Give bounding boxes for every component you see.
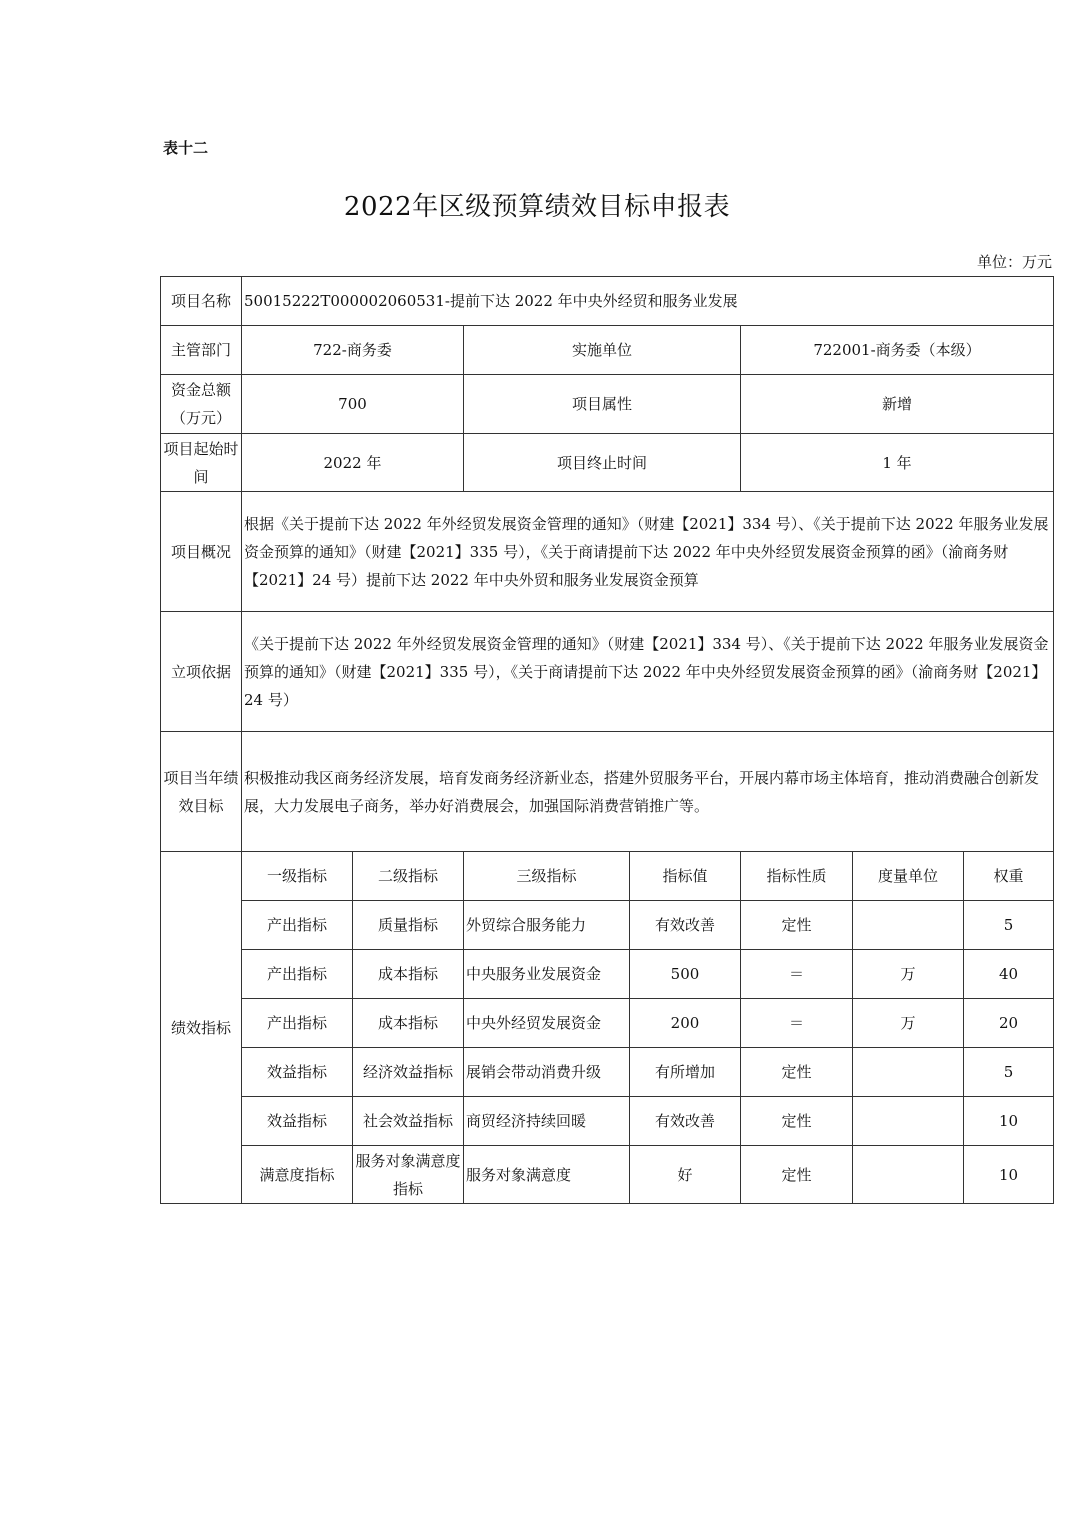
overview-label: 项目概况: [161, 492, 242, 612]
unit-cell: [853, 1048, 964, 1097]
unit-cell: 万: [853, 999, 964, 1048]
indicator-header-row: [161, 852, 1054, 901]
overview-value: 根据《关于提前下达 2022 年外经贸发展资金管理的通知》（财建【2021】334 号）、《关于提前下达 2022 年服务业发展资金预算的通知》（财建【2021】335 号），《关于商请提前下达 2022 年中央外经贸发展资金预算的函》（渝商务财【2021】24 号）提前下达 2022 年中央外贸和服务业发展资金预算: [242, 492, 1054, 612]
weight-cell: 5: [964, 901, 1054, 950]
page-title: 2022年区级预算绩效目标申报表: [343, 192, 731, 222]
end-label: 项目终止时间: [464, 434, 741, 492]
level3-cell: 外贸综合服务能力: [464, 901, 630, 950]
level2-cell: 成本指标: [353, 999, 464, 1048]
basis-value: 《关于提前下达 2022 年外经贸发展资金管理的通知》（财建【2021】334 号）、《关于提前下达 2022 年服务业发展资金预算的通知》（财建【2021】335 号），《关于商请提前下达 2022 年中央外经贸发展资金预算的函》（渝商务财【2021】24 号）: [242, 612, 1054, 732]
header-level2: 二级指标: [353, 852, 464, 901]
header-nature: 指标性质: [741, 852, 853, 901]
start-value: 2022 年: [242, 434, 464, 492]
weight-cell: 20: [964, 999, 1054, 1048]
level3-cell: 服务对象满意度: [464, 1146, 630, 1204]
level2-cell: 经济效益指标: [353, 1048, 464, 1097]
end-value: 1 年: [741, 434, 1054, 492]
weight-cell: 5: [964, 1048, 1054, 1097]
header-weight: 权重: [964, 852, 1054, 901]
attr-value: 新增: [741, 375, 1054, 434]
level3-cell: 中央外经贸发展资金: [464, 999, 630, 1048]
level2-cell: 服务对象满意度指标: [353, 1146, 464, 1204]
level3-cell: 展销会带动消费升级: [464, 1048, 630, 1097]
project-name-label: 项目名称: [161, 277, 242, 326]
level1-cell: 产出指标: [242, 999, 353, 1048]
header-level3: 三级指标: [464, 852, 630, 901]
value-cell: 好: [630, 1146, 741, 1204]
goal-value: 积极推动我区商务经济发展，培育发商务经济新业态，搭建外贸服务平台，开展内幕市场主体培育，推动消费融合创新发展，大力发展电子商务，举办好消费展会，加强国际消费营销推广等。: [242, 732, 1054, 852]
level1-cell: 满意度指标: [242, 1146, 353, 1204]
impl-value: 722001-商务委（本级）: [741, 326, 1054, 375]
unit-cell: [853, 1097, 964, 1146]
level3-cell: 中央服务业发展资金: [464, 950, 630, 999]
level1-cell: 产出指标: [242, 950, 353, 999]
nature-cell: ＝: [741, 999, 853, 1048]
row-time: [161, 434, 1054, 492]
header-value: 指标值: [630, 852, 741, 901]
basis-label: 立项依据: [161, 612, 242, 732]
goal-label: 项目当年绩效目标: [161, 732, 242, 852]
table-row: [161, 901, 1054, 950]
impl-label: 实施单位: [464, 326, 741, 375]
dept-label: 主管部门: [161, 326, 242, 375]
attr-label: 项目属性: [464, 375, 741, 434]
row-overview: [161, 492, 1054, 612]
level2-cell: 质量指标: [353, 901, 464, 950]
fund-value: 700: [242, 375, 464, 434]
unit-label: 单位：万元: [976, 253, 1052, 271]
row-goal: [161, 732, 1054, 852]
dept-value: 722-商务委: [242, 326, 464, 375]
indicators-section-label: 绩效指标: [161, 852, 242, 1204]
table-row: [161, 999, 1054, 1048]
value-cell: 有效改善: [630, 1097, 741, 1146]
nature-cell: 定性: [741, 1048, 853, 1097]
weight-cell: 40: [964, 950, 1054, 999]
start-label: 项目起始时间: [161, 434, 242, 492]
table-row: [161, 1048, 1054, 1097]
table-row: [161, 950, 1054, 999]
level1-cell: 效益指标: [242, 1097, 353, 1146]
fund-label: 资金总额（万元）: [161, 375, 242, 434]
header-unit: 度量单位: [853, 852, 964, 901]
row-basis: [161, 612, 1054, 732]
unit-cell: [853, 1146, 964, 1204]
row-project-name: [161, 277, 1054, 326]
level1-cell: 效益指标: [242, 1048, 353, 1097]
nature-cell: ＝: [741, 950, 853, 999]
unit-cell: 万: [853, 950, 964, 999]
weight-cell: 10: [964, 1146, 1054, 1204]
nature-cell: 定性: [741, 1146, 853, 1204]
row-fund: [161, 375, 1054, 434]
unit-cell: [853, 901, 964, 950]
header-level1: 一级指标: [242, 852, 353, 901]
level2-cell: 社会效益指标: [353, 1097, 464, 1146]
level3-cell: 商贸经济持续回暖: [464, 1097, 630, 1146]
budget-form-table: [160, 276, 1054, 1204]
value-cell: 500: [630, 950, 741, 999]
table-number: 表十二: [163, 139, 209, 157]
nature-cell: 定性: [741, 1097, 853, 1146]
nature-cell: 定性: [741, 901, 853, 950]
level1-cell: 产出指标: [242, 901, 353, 950]
level2-cell: 成本指标: [353, 950, 464, 999]
value-cell: 有所增加: [630, 1048, 741, 1097]
value-cell: 200: [630, 999, 741, 1048]
table-row: [161, 1146, 1054, 1204]
value-cell: 有效改善: [630, 901, 741, 950]
table-row: [161, 1097, 1054, 1146]
row-department: [161, 326, 1054, 375]
project-name-value: 50015222T000002060531-提前下达 2022 年中央外经贸和服务业发展: [242, 277, 1054, 326]
weight-cell: 10: [964, 1097, 1054, 1146]
